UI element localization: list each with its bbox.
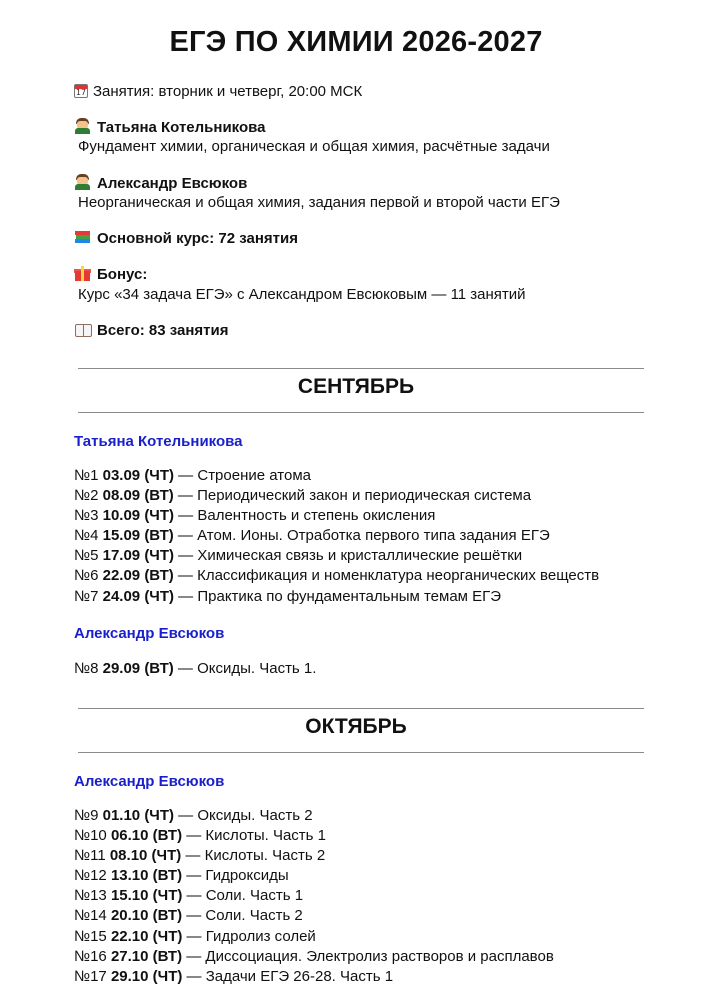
lesson-list [74,659,316,679]
schedule-text: Занятия: вторник и четверг, 20:00 МСК [93,83,363,100]
group-author: Александр Евсюков [74,773,225,790]
gift-icon [74,265,92,281]
lesson-topic: Задачи ЕГЭ 26-28. Часть 1 [205,967,394,985]
lesson-topic: Диссоциация. Электролиз растворов и расплавов [205,947,554,965]
books-icon [74,229,92,245]
lesson-topic: Валентность и степень окисления [197,507,436,525]
teacher-1-name: Татьяна Котельникова [97,119,266,136]
lesson-row: №17 29.10 (ЧТ) — Задачи ЕГЭ 26-28. Часть 1 [74,967,394,985]
lesson-number: №7 [74,587,99,605]
lesson-date: 29.09 (ВТ) [102,660,174,677]
lesson-topic: Соли. Часть 2 [205,907,303,925]
lesson-date: 22.10 (ЧТ) [110,927,183,945]
lesson-row: №4 15.09 (ВТ) — Атом. Ионы. Отработка первого типа задания ЕГЭ [74,527,550,545]
lesson-list [74,806,554,987]
lesson-row: №1 03.09 (ЧТ) — Строение атома [74,467,311,484]
group-author: Татьяна Котельникова [74,433,243,450]
lesson-date: 24.09 (ЧТ) [102,587,175,605]
lesson-row: №12 13.10 (ВТ) — Гидроксиды [74,867,289,885]
lesson-number: №3 [74,507,99,525]
lesson-date: 27.10 (ВТ) [110,947,183,965]
lesson-list [74,466,599,607]
lesson-row: №11 08.10 (ЧТ) — Кислоты. Часть 2 [74,847,326,865]
lesson-date: 20.10 (ВТ) [110,907,183,925]
lesson-number: №15 [74,927,107,945]
lesson-number: №8 [74,660,99,677]
lesson-number: №9 [74,807,99,824]
main-course-line [74,229,298,247]
lesson-number: №11 [74,847,106,865]
teacher-1-topics: Фундамент химии, органическая и общая химия, расчётные задачи [78,138,550,155]
lesson-date: 15.10 (ЧТ) [110,887,183,905]
lesson-date: 29.10 (ЧТ) [110,967,183,985]
teacher-2-name-line [74,174,247,192]
teacher-icon [74,118,92,134]
total-line [74,321,228,339]
lesson-topic: Гидроксиды [205,867,289,885]
lesson-date: 08.10 (ЧТ) [109,847,182,865]
lesson-row: №7 24.09 (ЧТ) — Практика по фундаментальным темам ЕГЭ [74,587,502,605]
lesson-date: 03.09 (ЧТ) [102,467,175,484]
lesson-number: №12 [74,867,107,885]
lesson-topic: Строение атома [197,467,311,484]
lesson-number: №10 [74,827,107,845]
lesson-row: №13 15.10 (ЧТ) — Соли. Часть 1 [74,887,304,905]
bonus-label: Бонус: [97,266,148,283]
lesson-date: 17.09 (ЧТ) [102,547,175,565]
lesson-number: №4 [74,527,99,545]
group-author: Александр Евсюков [74,625,225,642]
lesson-row: №2 08.09 (ВТ) — Периодический закон и периодическая система [74,487,532,505]
month-heading-october: ОКТЯБРЬ [305,715,407,738]
bonus-label-line [74,265,147,283]
teacher-1-name-line [74,118,266,136]
lesson-topic: Периодический закон и периодическая система [197,487,532,505]
lesson-topic: Атом. Ионы. Отработка первого типа задания ЕГЭ [197,527,550,545]
lesson-date: 15.09 (ВТ) [102,527,174,545]
main-course-text: Основной курс: 72 занятия [97,230,298,247]
lesson-topic: Соли. Часть 1 [205,887,304,905]
month-heading-september: СЕНТЯБРЬ [297,375,415,398]
lesson-topic: Химическая связь и кристаллические решётки [197,547,523,565]
teacher-2-topics: Неорганическая и общая химия, задания первой и второй части ЕГЭ [78,194,560,211]
lesson-date: 01.10 (ЧТ) [102,807,175,824]
lesson-row: №8 29.09 (ВТ) — Оксиды. Часть 1. [74,660,317,677]
lesson-number: №14 [74,907,107,925]
lesson-topic: Оксиды. Часть 1. [197,660,317,677]
lesson-row: №6 22.09 (ВТ) — Классификация и номенклатура неорганических веществ [74,567,600,585]
teacher-icon [74,174,92,190]
lesson-date: 06.10 (ВТ) [110,827,183,845]
lesson-topic: Практика по фундаментальным темам ЕГЭ [197,587,502,605]
lesson-date: 10.09 (ЧТ) [102,507,175,525]
divider [78,412,644,413]
lesson-row: №5 17.09 (ЧТ) — Химическая связь и кристаллические решётки [74,547,523,565]
lesson-number: №2 [74,487,99,505]
teacher-2-name: Александр Евсюков [97,175,248,192]
bonus-text: Курс «34 задача ЕГЭ» с Александром Евсюковым — 11 занятий [78,286,526,303]
lesson-row: №15 22.10 (ЧТ) — Гидролиз солей [74,927,316,945]
total-text: Всего: 83 занятия [97,322,229,339]
lesson-number: №13 [74,887,107,905]
lesson-topic: Оксиды. Часть 2 [197,807,313,824]
open-book-icon [74,321,92,337]
lesson-topic: Кислоты. Часть 2 [204,847,326,865]
lesson-topic: Классификация и номенклатура неорганических веществ [197,567,600,585]
divider [78,752,644,753]
lesson-date: 22.09 (ВТ) [102,567,174,585]
page-title: ЕГЭ ПО ХИМИИ 2026-2027 [169,26,543,58]
lesson-number: №6 [74,567,99,585]
lesson-row: №3 10.09 (ЧТ) — Валентность и степень окисления [74,507,436,525]
schedule-line [74,83,362,100]
divider [78,708,644,709]
lesson-date: 08.09 (ВТ) [102,487,174,505]
lesson-row: №16 27.10 (ВТ) — Диссоциация. Электролиз растворов и расплавов [74,947,554,965]
lesson-topic: Гидролиз солей [205,927,316,945]
lesson-topic: Кислоты. Часть 1 [205,827,326,845]
calendar-icon [74,84,88,98]
lesson-row: №10 06.10 (ВТ) — Кислоты. Часть 1 [74,827,326,845]
lesson-date: 13.10 (ВТ) [110,867,183,885]
lesson-number: №1 [74,467,99,484]
lesson-row: №9 01.10 (ЧТ) — Оксиды. Часть 2 [74,807,313,824]
divider [78,368,644,369]
lesson-row: №14 20.10 (ВТ) — Соли. Часть 2 [74,907,303,925]
lesson-number: №17 [74,967,107,985]
lesson-number: №16 [74,947,107,965]
lesson-number: №5 [74,547,99,565]
